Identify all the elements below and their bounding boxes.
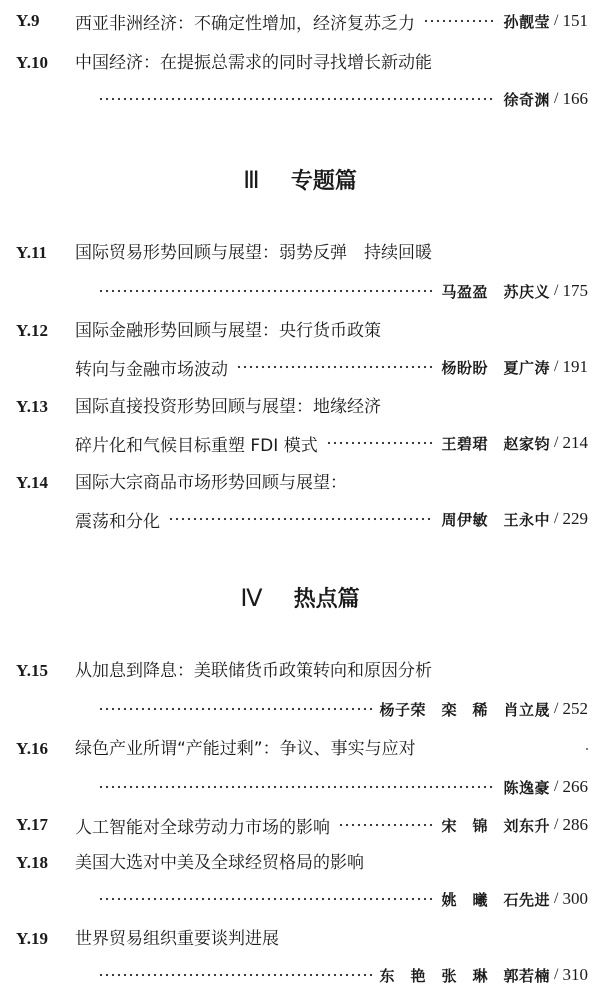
leader-dots xyxy=(338,823,434,827)
toc-entry-y18[interactable] xyxy=(0,850,600,914)
entry-authors: 徐奇渊 xyxy=(503,90,551,109)
entry-author-line xyxy=(90,696,588,722)
section-number: Ⅲ xyxy=(243,168,260,194)
entry-page: 310 xyxy=(562,965,588,984)
toc-entry-y11[interactable] xyxy=(0,240,600,304)
entry-author-line xyxy=(90,962,588,988)
entry-authors: 陈逸豪 xyxy=(503,778,551,797)
page-separator: / xyxy=(554,890,559,907)
entry-authors: 杨子荣 栾 稀 肖立晟 xyxy=(379,700,551,719)
page-separator: / xyxy=(554,434,559,451)
toc-entry-y13[interactable] xyxy=(0,394,600,458)
entry-title-continued: 震荡和分化 xyxy=(75,511,160,532)
toc-entry-y19[interactable] xyxy=(0,926,600,990)
page-separator: / xyxy=(554,510,559,527)
entry-title: 绿色产业所谓“产能过剩”：争议、事实与应对 xyxy=(75,739,416,759)
entry-author-line xyxy=(75,506,588,532)
page-separator: / xyxy=(554,966,559,983)
page-separator: / xyxy=(554,282,559,299)
section-heading-4 xyxy=(0,582,600,616)
leader-dots xyxy=(168,517,434,521)
entry-code: Y.12 xyxy=(16,321,48,340)
entry-code: Y.19 xyxy=(16,929,48,948)
stray-print-dot xyxy=(586,748,588,750)
entry-code: Y.11 xyxy=(16,243,48,262)
entry-authors: 马盈盈 苏庆义 xyxy=(441,282,551,301)
entry-authors: 姚 曦 石先进 xyxy=(441,890,551,909)
leader-dots xyxy=(98,973,372,977)
entry-line xyxy=(75,8,588,34)
toc-entry-y9[interactable] xyxy=(0,8,600,38)
leader-dots xyxy=(98,785,496,789)
leader-dots xyxy=(98,707,372,711)
entry-authors: 周伊敏 王永中 xyxy=(441,510,551,529)
toc-entry-y15[interactable] xyxy=(0,658,600,722)
toc-entry-y16[interactable] xyxy=(0,736,600,800)
entry-authors: 王碧珺 赵家钧 xyxy=(441,434,551,453)
section-number: Ⅳ xyxy=(240,586,263,612)
leader-dots xyxy=(423,19,496,23)
toc-entry-y12[interactable] xyxy=(0,318,600,382)
leader-dots xyxy=(326,441,434,445)
entry-author-line xyxy=(90,774,588,800)
entry-author-line xyxy=(90,86,588,112)
entry-page: 166 xyxy=(562,89,588,108)
entry-page: 191 xyxy=(562,357,588,376)
entry-author-line xyxy=(90,886,588,912)
leader-dots xyxy=(98,897,434,901)
entry-title: 从加息到降息：美联储货币政策转向和原因分析 xyxy=(75,661,432,681)
entry-page: 214 xyxy=(562,433,588,452)
section-title: 热点篇 xyxy=(293,587,360,612)
entry-page: 175 xyxy=(562,281,588,300)
entry-page: 300 xyxy=(562,889,588,908)
page-separator: / xyxy=(554,816,559,833)
entry-page: 229 xyxy=(562,509,588,528)
toc-entry-y14[interactable] xyxy=(0,470,600,534)
toc-entry-y10[interactable] xyxy=(0,50,600,114)
entry-title-continued: 碎片化和气候目标重塑 FDI 模式 xyxy=(75,435,318,456)
entry-title: 人工智能对全球劳动力市场的影响 xyxy=(75,817,330,838)
leader-dots xyxy=(236,365,434,369)
entry-code: Y.17 xyxy=(16,815,48,834)
entry-page: 266 xyxy=(562,777,588,796)
entry-authors: 孙靓莹 xyxy=(503,12,551,31)
entry-authors: 宋 锦 刘东升 xyxy=(441,816,551,835)
entry-code: Y.15 xyxy=(16,661,48,680)
leader-dots xyxy=(98,97,496,101)
entry-author-line xyxy=(75,430,588,456)
page-separator: / xyxy=(554,700,559,717)
entry-code: Y.16 xyxy=(16,739,48,758)
entry-code: Y.13 xyxy=(16,397,48,416)
entry-title: 世界贸易组织重要谈判进展 xyxy=(75,929,279,949)
section-title: 专题篇 xyxy=(290,169,357,194)
entry-title: 中国经济：在提振总需求的同时寻找增长新动能 xyxy=(75,53,432,73)
entry-author-line xyxy=(75,354,588,380)
entry-code: Y.18 xyxy=(16,853,48,872)
entry-title-continued: 转向与金融市场波动 xyxy=(75,359,228,380)
entry-title: 国际大宗商品市场形势回顾与展望： xyxy=(75,473,347,493)
page-separator: / xyxy=(554,778,559,795)
entry-page: 252 xyxy=(562,699,588,718)
entry-code: Y.10 xyxy=(16,53,48,72)
entry-title: 国际金融形势回顾与展望：央行货币政策 xyxy=(75,321,381,341)
page-separator: / xyxy=(554,90,559,107)
entry-code: Y.9 xyxy=(16,11,40,30)
entry-authors: 杨盼盼 夏广涛 xyxy=(441,358,551,377)
entry-title: 国际贸易形势回顾与展望：弱势反弹 持续回暖 xyxy=(75,243,432,263)
entry-title: 国际直接投资形势回顾与展望：地缘经济 xyxy=(75,397,381,417)
section-heading-3 xyxy=(0,164,600,198)
toc-entry-y17[interactable] xyxy=(0,812,600,842)
entry-author-line xyxy=(90,278,588,304)
leader-dots xyxy=(98,289,434,293)
page-separator: / xyxy=(554,12,559,29)
page-separator: / xyxy=(554,358,559,375)
entry-title: 美国大选对中美及全球经贸格局的影响 xyxy=(75,853,364,873)
entry-line xyxy=(75,812,588,838)
entry-code: Y.14 xyxy=(16,473,48,492)
entry-authors: 东 艳 张 琳 郭若楠 xyxy=(379,966,551,985)
entry-page: 151 xyxy=(562,11,588,30)
entry-title: 西亚非洲经济：不确定性增加，经济复苏乏力 xyxy=(75,13,415,34)
entry-page: 286 xyxy=(562,815,588,834)
